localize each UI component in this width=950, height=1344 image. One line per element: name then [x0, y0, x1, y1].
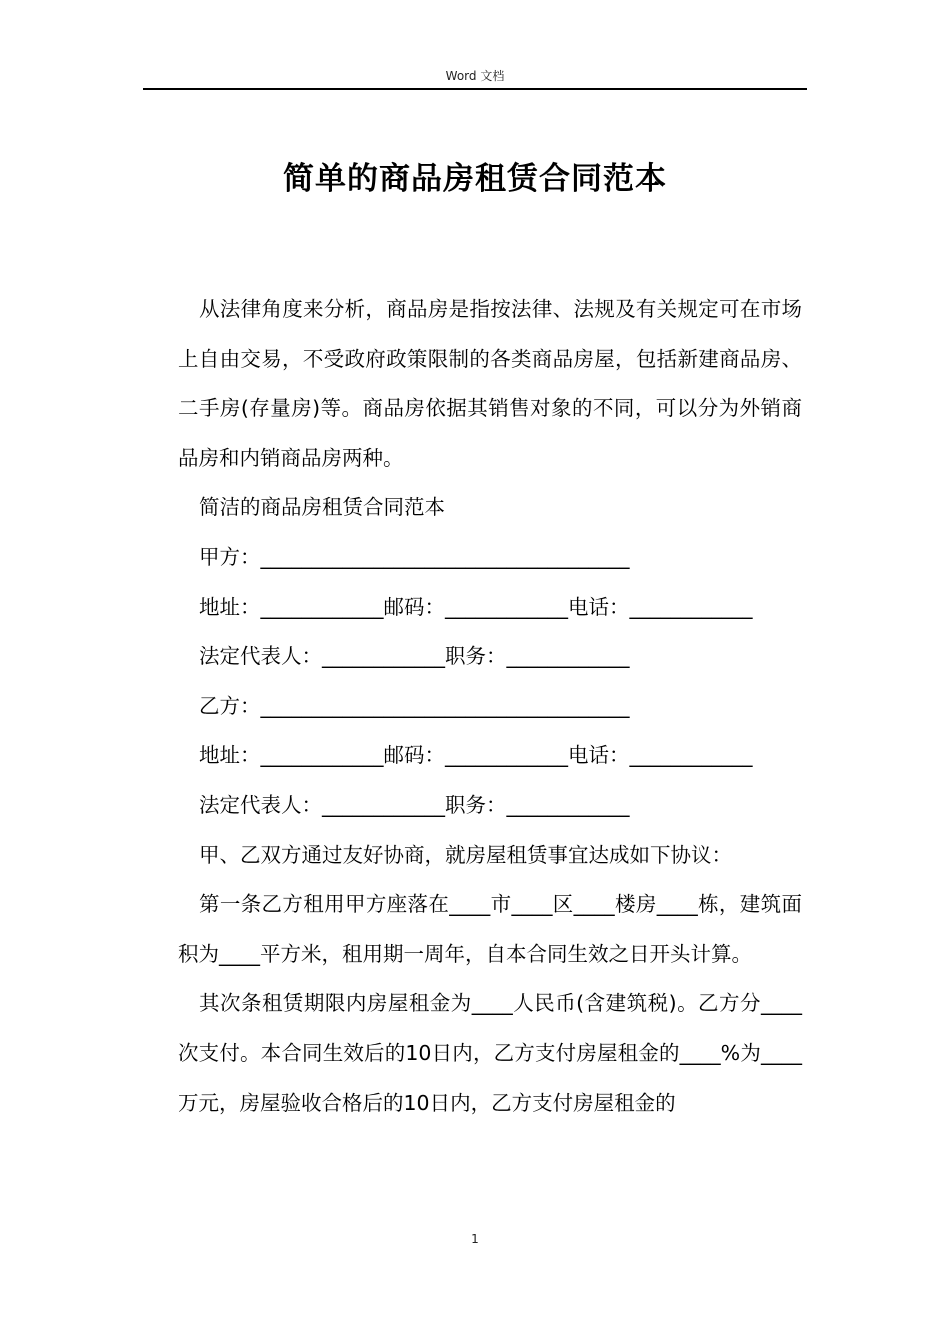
page-number: 1	[471, 1232, 479, 1246]
article-two-paragraph: 其次条租赁期限内房屋租金为____人民币(含建筑税)。乙方分____次支付。本合同生效后的10日内，乙方支付房屋租金的____%为____万元，房屋验收合格后的10日内，乙方支付房屋租金的	[178, 991, 802, 1115]
article-one-paragraph: 第一条乙方租用甲方座落在____市____区____楼房____栋，建筑面积为____平方米，租用期一周年，自本合同生效之日开头计算。	[178, 892, 802, 966]
intro-paragraph: 从法律角度来分析，商品房是指按法律、法规及有关规定可在市场上自由交易，不受政府政策限制的各类商品房屋，包括新建商品房、二手房(存量房)等。商品房依据其销售对象的不同，可以分为外销商品房和内销商品房两种。	[178, 297, 802, 470]
header-divider	[143, 88, 807, 90]
agreement-intro-paragraph: 甲、乙双方通过友好协商，就房屋租赁事宜达成如下协议：	[199, 842, 732, 867]
party-a-representative-line: 法定代表人：____________职务：____________	[199, 644, 630, 669]
party-a-address-line: 地址：____________邮码：____________电话：____________	[199, 594, 753, 619]
document-body	[178, 285, 802, 1128]
page-header: Word 文档	[445, 69, 505, 83]
party-b-line: 乙方：____________________________________	[199, 693, 630, 718]
document-title: 简单的商品房租赁合同范本	[283, 161, 667, 197]
party-b-representative-line: 法定代表人：____________职务：____________	[199, 792, 630, 817]
party-b-address-line: 地址：____________邮码：____________电话：____________	[199, 743, 753, 768]
party-a-line: 甲方：____________________________________	[199, 544, 630, 569]
subtitle-paragraph: 简洁的商品房租赁合同范本	[199, 495, 445, 520]
